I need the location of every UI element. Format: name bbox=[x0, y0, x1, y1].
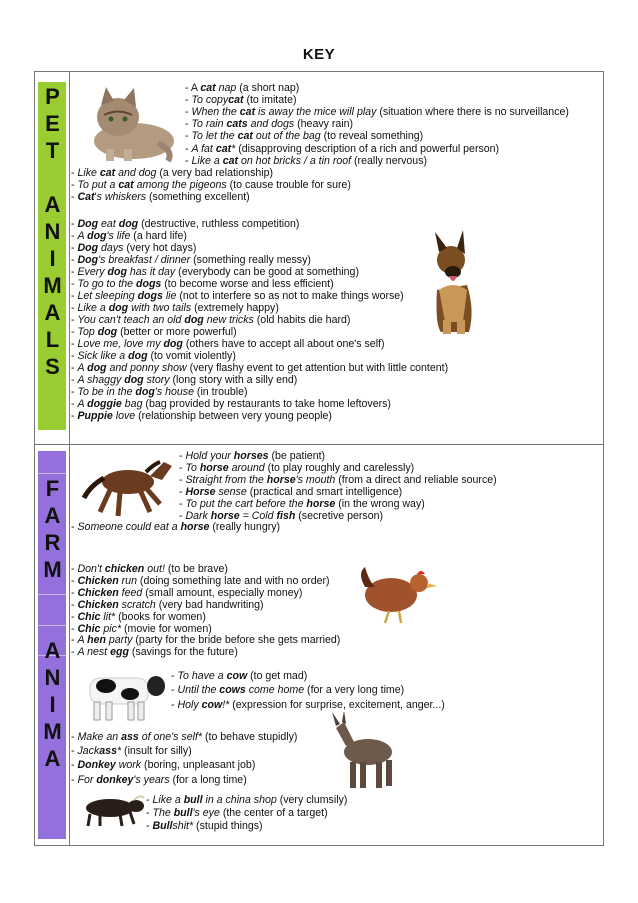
dog-idiom: - Like a dog with two tails (extremely happy) bbox=[71, 302, 279, 314]
band-letter: A bbox=[44, 300, 61, 325]
cow-idiom: - Holy cow!* (expression for surprise, excitement, anger...) bbox=[171, 698, 445, 711]
band-letter: T bbox=[45, 138, 60, 163]
donkey-idiom: - Donkey work (boring, unpleasant job) bbox=[71, 759, 256, 772]
chicken-idiom: - Chicken feed (small amount, especially money) bbox=[71, 586, 303, 599]
band-letter: I bbox=[49, 246, 56, 271]
cat-idiom: - To put a cat among the pigeons (to cause trouble for sure) bbox=[71, 178, 351, 191]
band-letter: R bbox=[44, 530, 61, 555]
dog-idiom: - Dog eat dog (destructive, ruthless competition) bbox=[71, 218, 300, 230]
band-letter: P bbox=[45, 84, 60, 109]
horse-idiom: - To horse around (to play roughly and carelessly) bbox=[179, 461, 415, 474]
dog-idiom: - A dog's life (a hard life) bbox=[71, 230, 187, 242]
band-letter: E bbox=[45, 111, 60, 136]
chicken-idiom: - Chic pic* (movie for women) bbox=[71, 622, 212, 635]
donkey-idiom: - For donkey's years (for a long time) bbox=[71, 773, 247, 786]
dog-idiom: - Love me, love my dog (others have to accept all about one's self) bbox=[71, 338, 385, 350]
band-letter: M bbox=[43, 557, 62, 582]
cow-idiom: - To have a cow (to get mad) bbox=[171, 670, 308, 682]
bull-icon bbox=[74, 792, 146, 828]
dog-idiom: - You can't teach an old dog new tricks (old habits die hard) bbox=[71, 314, 351, 326]
cow-icon bbox=[80, 664, 168, 722]
band-letter: A bbox=[44, 192, 61, 217]
dog-idiom: - A doggie bag (bag provided by restaurants to take home leftovers) bbox=[71, 398, 391, 410]
dog-idiom: - Sick like a dog (to vomit violently) bbox=[71, 350, 236, 362]
band-letter: M bbox=[43, 719, 62, 744]
dog-idiom: - Dog days (very hot days) bbox=[71, 242, 197, 254]
horse-idiom: - Hold your horses (be patient) bbox=[179, 450, 326, 462]
cat-idiom: - Cat's whiskers (something excellent) bbox=[71, 190, 250, 203]
chicken-idiom: - Chicken run (doing something late and with no order) bbox=[71, 574, 330, 587]
chicken-idiom: - Don't chicken out! (to be brave) bbox=[71, 563, 228, 575]
cat-idiom: - Like cat and dog (a very bad relationship) bbox=[71, 166, 274, 179]
horse-idiom: - Someone could eat a horse (really hungry) bbox=[71, 521, 281, 534]
band-letter: N bbox=[44, 219, 61, 244]
chicken-idiom: - A nest egg (savings for the future) bbox=[71, 646, 238, 659]
chicken-idiom: - Chicken scratch (very bad handwriting) bbox=[71, 598, 264, 611]
band-letter: A bbox=[44, 638, 61, 663]
dog-idiom: - Every dog has it day (everybody can be good at something) bbox=[71, 266, 359, 278]
page-title: KEY bbox=[302, 46, 336, 63]
farm-animals-label bbox=[38, 475, 67, 772]
column-divider bbox=[69, 72, 70, 845]
cat-idiom: - To copycat (to imitate) bbox=[185, 94, 297, 107]
dog-idiom: - Let sleeping dogs lie (not to interfere so as not to make things worse) bbox=[71, 290, 404, 302]
band-letter bbox=[38, 610, 67, 637]
row-divider bbox=[35, 444, 603, 445]
cat-icon bbox=[76, 83, 182, 163]
chicken-idiom: - Chic lit* (books for women) bbox=[71, 610, 206, 623]
band-letter: A bbox=[44, 503, 61, 528]
band-letter: S bbox=[45, 354, 60, 379]
dog-idiom: - A dog and ponny show (very flashy event to get attention but with little content) bbox=[71, 362, 449, 374]
band-letter bbox=[38, 583, 67, 610]
horse-icon bbox=[76, 450, 176, 520]
hen-icon bbox=[355, 563, 441, 625]
cat-idiom: - To rain cats and dogs (heavy rain) bbox=[185, 118, 354, 131]
donkey-icon bbox=[326, 712, 396, 792]
dog-idiom: - A shaggy dog story (long story with a silly end) bbox=[71, 374, 298, 386]
cat-idiom: - A fat cat* (disapproving description of a rich and powerful person) bbox=[185, 142, 500, 155]
band-letter: L bbox=[45, 327, 60, 352]
dog-icon bbox=[423, 230, 483, 335]
cow-idiom: - Until the cows come home (for a very long time) bbox=[171, 684, 405, 697]
bull-idiom: - Bullshit* (stupid things) bbox=[146, 819, 263, 832]
band-letter bbox=[38, 164, 67, 191]
cat-idiom: - When the cat is away the mice will play (situation where there is no surveillance) bbox=[185, 106, 569, 119]
chicken-idiom: - A hen party (party for the bride before she gets married) bbox=[71, 634, 341, 647]
dog-idiom: - Puppie love (relationship between very young people) bbox=[71, 410, 332, 422]
horse-idiom: - To put the cart before the horse (in the wrong way) bbox=[179, 497, 425, 510]
dog-idiom: - To go to the dogs (to become worse and less efficient) bbox=[71, 278, 334, 290]
cat-idiom: - To let the cat out of the bag (to reveal something) bbox=[185, 130, 424, 143]
pet-animals-label bbox=[38, 83, 67, 380]
horse-idiom: - Dark horse = Cold fish (secretive person) bbox=[179, 509, 384, 522]
donkey-idiom: - Make an ass of one's self* (to behave stupidly) bbox=[71, 731, 298, 743]
band-letter: N bbox=[44, 665, 61, 690]
bull-idiom: - The bull's eye (the center of a target) bbox=[146, 806, 328, 819]
bull-idiom: - Like a bull in a china shop (very clumsily) bbox=[146, 794, 348, 806]
dog-idiom: - Dog's breakfast / dinner (something really messy) bbox=[71, 254, 311, 266]
dog-idiom: - Top dog (better or more powerful) bbox=[71, 326, 237, 338]
band-letter: M bbox=[43, 273, 62, 298]
horse-idiom: - Horse sense (practical and smart intelligence) bbox=[179, 485, 403, 498]
cat-idiom: - A cat nap (a short nap) bbox=[185, 82, 300, 94]
cat-idiom: - Like a cat on hot bricks / a tin roof (really nervous) bbox=[185, 154, 428, 167]
donkey-idiom: - Jackass* (insult for silly) bbox=[71, 745, 192, 758]
band-letter: A bbox=[44, 746, 61, 771]
dog-idiom: - To be in the dog's house (in trouble) bbox=[71, 386, 248, 398]
band-letter: I bbox=[49, 692, 56, 717]
horse-idiom: - Straight from the horse's mouth (from a direct and reliable source) bbox=[179, 473, 497, 486]
band-letter: F bbox=[45, 476, 60, 501]
